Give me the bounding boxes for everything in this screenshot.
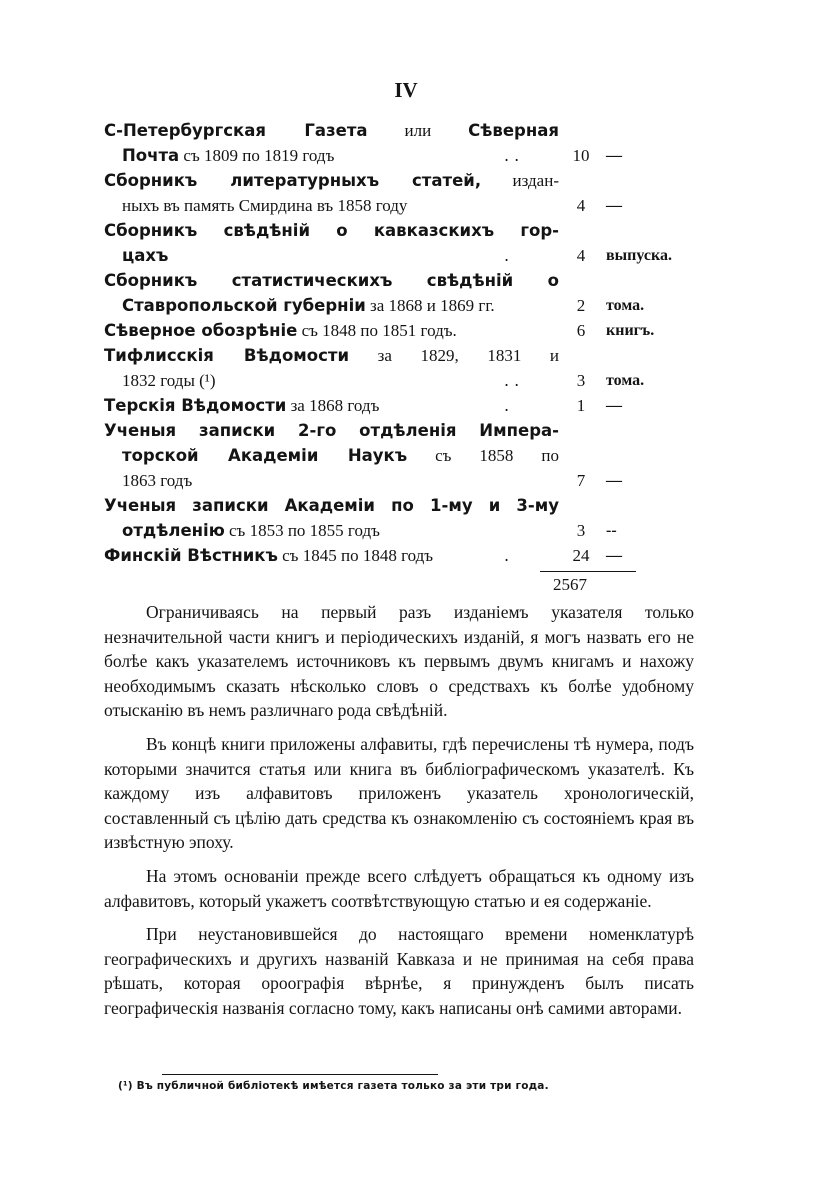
entry-detail: съ 1848 по 1851 годъ. <box>297 321 457 340</box>
page-number: IV <box>394 78 418 102</box>
leader-dots: . . <box>504 146 520 165</box>
entry-text <box>104 393 559 419</box>
paragraph: При неустановившейся до настоящаго времени номенклатурѣ географическихъ и другихъ названій Кавказа и не принимая на себя права рѣшать, которая ороографія вѣрнѣе, я принужденъ былъ писать географическія названія согласно тому, какъ написаны онѣ самими авторами. <box>104 924 694 1018</box>
entry-title: Сѣверная <box>468 121 559 140</box>
entry-line <box>104 343 704 368</box>
entry-quantity: 1 <box>576 396 586 415</box>
leader-dots: . <box>504 546 510 565</box>
entry-text <box>104 543 559 569</box>
entry-text <box>104 193 559 219</box>
entry-text <box>104 293 559 319</box>
list-entry <box>104 268 704 318</box>
entry-text <box>104 468 559 494</box>
entry-detail: съ 1858 по <box>407 446 559 465</box>
list-entry <box>104 418 704 493</box>
entry-line <box>104 443 704 468</box>
list-entry <box>104 543 704 568</box>
list-entry <box>104 218 704 268</box>
entry-title: С-Петербургская Газета <box>104 121 368 140</box>
entry-quantity: 2 <box>576 296 586 315</box>
list-entry <box>104 168 704 218</box>
list-entry <box>104 343 704 393</box>
entry-line <box>104 418 704 443</box>
entry-unit: — <box>606 547 622 564</box>
entry-unit: тома. <box>606 297 645 314</box>
entry-text <box>104 143 559 169</box>
paragraph: На этомъ основаніи прежде всего слѣдуетъ обращаться къ одному изъ алфавитовъ, который укажетъ соотвѣтствующую статью и ея содержаніе. <box>104 865 694 911</box>
entry-line <box>104 143 704 168</box>
entry-line <box>104 243 704 268</box>
entry-line <box>104 168 704 193</box>
entry-line <box>104 268 704 293</box>
entry-quantity: 7 <box>576 471 586 490</box>
entry-text <box>104 218 559 244</box>
entry-line <box>104 393 704 418</box>
entry-detail: за 1868 годъ <box>286 396 380 415</box>
entry-title: Почта <box>122 146 180 165</box>
entry-line <box>104 368 704 393</box>
entry-unit: -- <box>606 522 617 539</box>
periodicals-list <box>104 118 704 568</box>
entry-unit: книгъ. <box>606 322 655 339</box>
entry-line <box>104 468 704 493</box>
leader-dots: . <box>504 396 510 415</box>
entry-line <box>104 218 704 243</box>
entry-title: Тифлисскія Вѣдомости <box>104 346 350 365</box>
entry-text <box>104 118 559 144</box>
entry-title: торской Академіи Наукъ <box>122 446 408 465</box>
paragraph: Въ концѣ книги приложены алфавиты, гдѣ перечислены тѣ нумера, подъ которыми значится статья или книга въ библіографическомъ указателѣ. Къ каждому изъ алфавитовъ приложенъ указатель хронологическій, составленный съ цѣлію дать средства къ ознакомленію съ состояніемъ края въ извѣстную эпоху. <box>104 733 694 853</box>
entry-quantity: 24 <box>572 546 590 565</box>
entry-detail: за 1868 и 1869 гг. <box>365 296 495 315</box>
entry-title: цахъ <box>122 246 169 265</box>
entry-title: Сѣверное обозрѣніе <box>104 321 298 340</box>
entry-text <box>104 168 559 194</box>
entry-text <box>104 518 559 544</box>
entry-detail: съ 1853 по 1855 годъ <box>224 521 380 540</box>
entry-unit: тома. <box>606 372 645 389</box>
entry-title: Ученыя записки Академіи по 1-му и 3-му <box>104 496 559 515</box>
entry-line <box>104 118 704 143</box>
total-rule <box>540 571 636 572</box>
entry-line <box>104 543 704 568</box>
entry-title: Сборникъ литературныхъ статей, <box>104 171 482 190</box>
entry-text <box>104 243 559 269</box>
entry-unit: — <box>606 147 622 164</box>
entry-quantity: 10 <box>572 146 590 165</box>
entry-detail: или <box>367 121 469 140</box>
entry-title: Ученыя записки 2-го отдѣленія Импера- <box>104 421 559 440</box>
entry-title: отдѣленію <box>122 521 225 540</box>
entry-detail: съ 1845 по 1848 годъ <box>277 546 434 565</box>
entry-line <box>104 318 704 343</box>
body-text <box>104 600 694 1030</box>
leader-dots: . <box>504 246 510 265</box>
entry-detail: 1832 годы (¹) <box>122 371 216 390</box>
entry-line <box>104 193 704 218</box>
entry-quantity: 4 <box>576 196 586 215</box>
entry-unit: — <box>606 472 622 489</box>
entry-text <box>104 368 559 394</box>
entry-line <box>104 518 704 543</box>
entry-quantity: 3 <box>576 521 586 540</box>
paragraph: Ограничиваясь на первый разъ изданіемъ указателя только незначительной части книгъ и періодическихъ изданій, я могъ назвать его не болѣе какъ указателемъ источниковъ къ первымъ двумъ книгамъ и нахожу необходимымъ сказать нѣсколько словъ о средствахъ къ болѣе удобному отысканію въ немъ различнаго рода свѣдѣній. <box>104 602 694 721</box>
entry-text <box>104 443 559 469</box>
entry-text <box>104 493 559 519</box>
entry-detail: издан- <box>481 171 559 190</box>
entry-quantity: 3 <box>576 371 586 390</box>
leader-dots: . . <box>504 371 520 390</box>
entry-quantity: 6 <box>576 321 586 340</box>
entry-unit: выпуска. <box>606 247 672 264</box>
list-entry <box>104 493 704 543</box>
entry-text <box>104 268 559 294</box>
entry-text <box>104 318 559 344</box>
entry-text <box>104 343 559 369</box>
entry-line <box>104 493 704 518</box>
entry-detail: съ 1809 по 1819 годъ <box>179 146 335 165</box>
entry-line <box>104 293 704 318</box>
entry-title: Ставропольской губерніи <box>122 296 366 315</box>
entry-unit: — <box>606 197 622 214</box>
entry-unit: — <box>606 397 622 414</box>
entry-detail: ныхъ въ память Смирдина въ 1858 году <box>122 196 408 215</box>
entry-quantity: 4 <box>576 246 586 265</box>
list-entry <box>104 318 704 343</box>
footnote-rule <box>162 1074 438 1075</box>
entry-text <box>104 418 559 444</box>
entry-title: Сборникъ статистическихъ свѣдѣній о <box>104 271 559 290</box>
list-entry <box>104 393 704 418</box>
total-count: 2567 <box>553 575 587 594</box>
footnote: (¹) Въ публичной библіотекѣ имѣется газета только за эти три года. <box>118 1080 549 1092</box>
entry-title: Терскія Вѣдомости <box>104 396 287 415</box>
entry-detail: 1863 годъ <box>122 471 193 490</box>
entry-detail: за 1829, 1831 и <box>349 346 560 365</box>
entry-title: Сборникъ свѣдѣній о кавказскихъ гор- <box>104 221 559 240</box>
list-entry <box>104 118 704 168</box>
entry-title: Финскій Вѣстникъ <box>104 546 278 565</box>
